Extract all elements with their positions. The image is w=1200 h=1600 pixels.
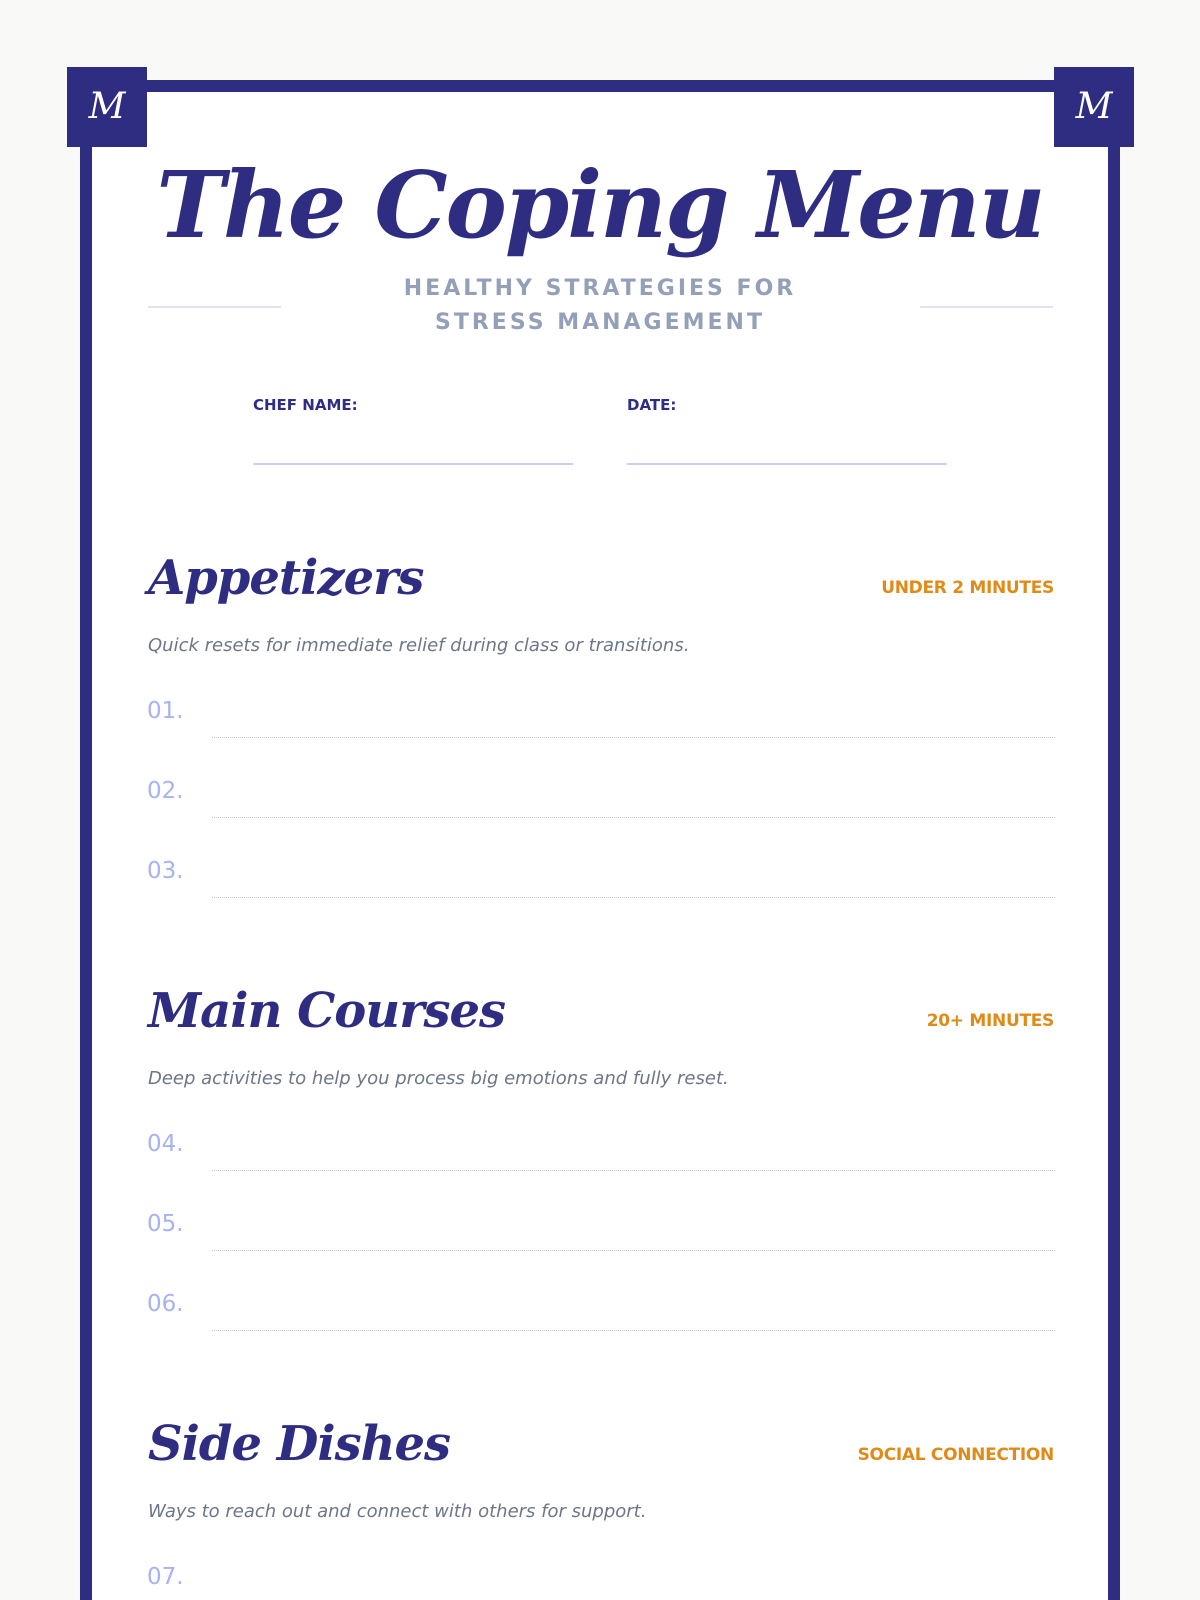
date-label: DATE: (627, 396, 677, 414)
date-field[interactable] (627, 463, 947, 465)
section-description-main-courses: Deep activities to help you process big emotions and fully reset. (148, 1068, 729, 1089)
item-number: 02. (147, 778, 184, 804)
section-description-appetizers: Quick resets for immediate relief during class or transitions. (148, 635, 690, 656)
section-title-side-dishes: Side Dishes (148, 1416, 451, 1472)
item-number: 07. (147, 1564, 184, 1590)
item-number: 03. (147, 858, 184, 884)
page-title: The Coping Menu (156, 151, 1044, 259)
item-write-line[interactable] (212, 897, 1055, 898)
subtitle-divider-right (920, 306, 1053, 308)
section-title-appetizers: Appetizers (148, 550, 424, 606)
item-write-line[interactable] (212, 737, 1055, 738)
page-subtitle: HEALTHY STRATEGIES FOR STRESS MANAGEMENT (403, 276, 797, 335)
item-number: 01. (147, 698, 184, 724)
section-tag-appetizers: UNDER 2 MINUTES (881, 578, 1054, 598)
section-tag-main-courses: 20+ MINUTES (926, 1011, 1054, 1031)
corner-monogram-right: M (1054, 67, 1134, 147)
chef-name-label: CHEF NAME: (253, 396, 358, 414)
subtitle-divider-left (148, 306, 281, 308)
section-tag-side-dishes: SOCIAL CONNECTION (857, 1445, 1054, 1465)
section-title-main-courses: Main Courses (148, 983, 506, 1039)
item-write-line[interactable] (212, 1330, 1055, 1331)
item-number: 04. (147, 1131, 184, 1157)
item-write-line[interactable] (212, 1170, 1055, 1171)
item-write-line[interactable] (212, 1250, 1055, 1251)
chef-name-field[interactable] (253, 463, 573, 465)
item-number: 05. (147, 1211, 184, 1237)
item-write-line[interactable] (212, 817, 1055, 818)
corner-monogram-left: M (67, 67, 147, 147)
item-number: 06. (147, 1291, 184, 1317)
section-description-side-dishes: Ways to reach out and connect with others for support. (148, 1501, 647, 1522)
